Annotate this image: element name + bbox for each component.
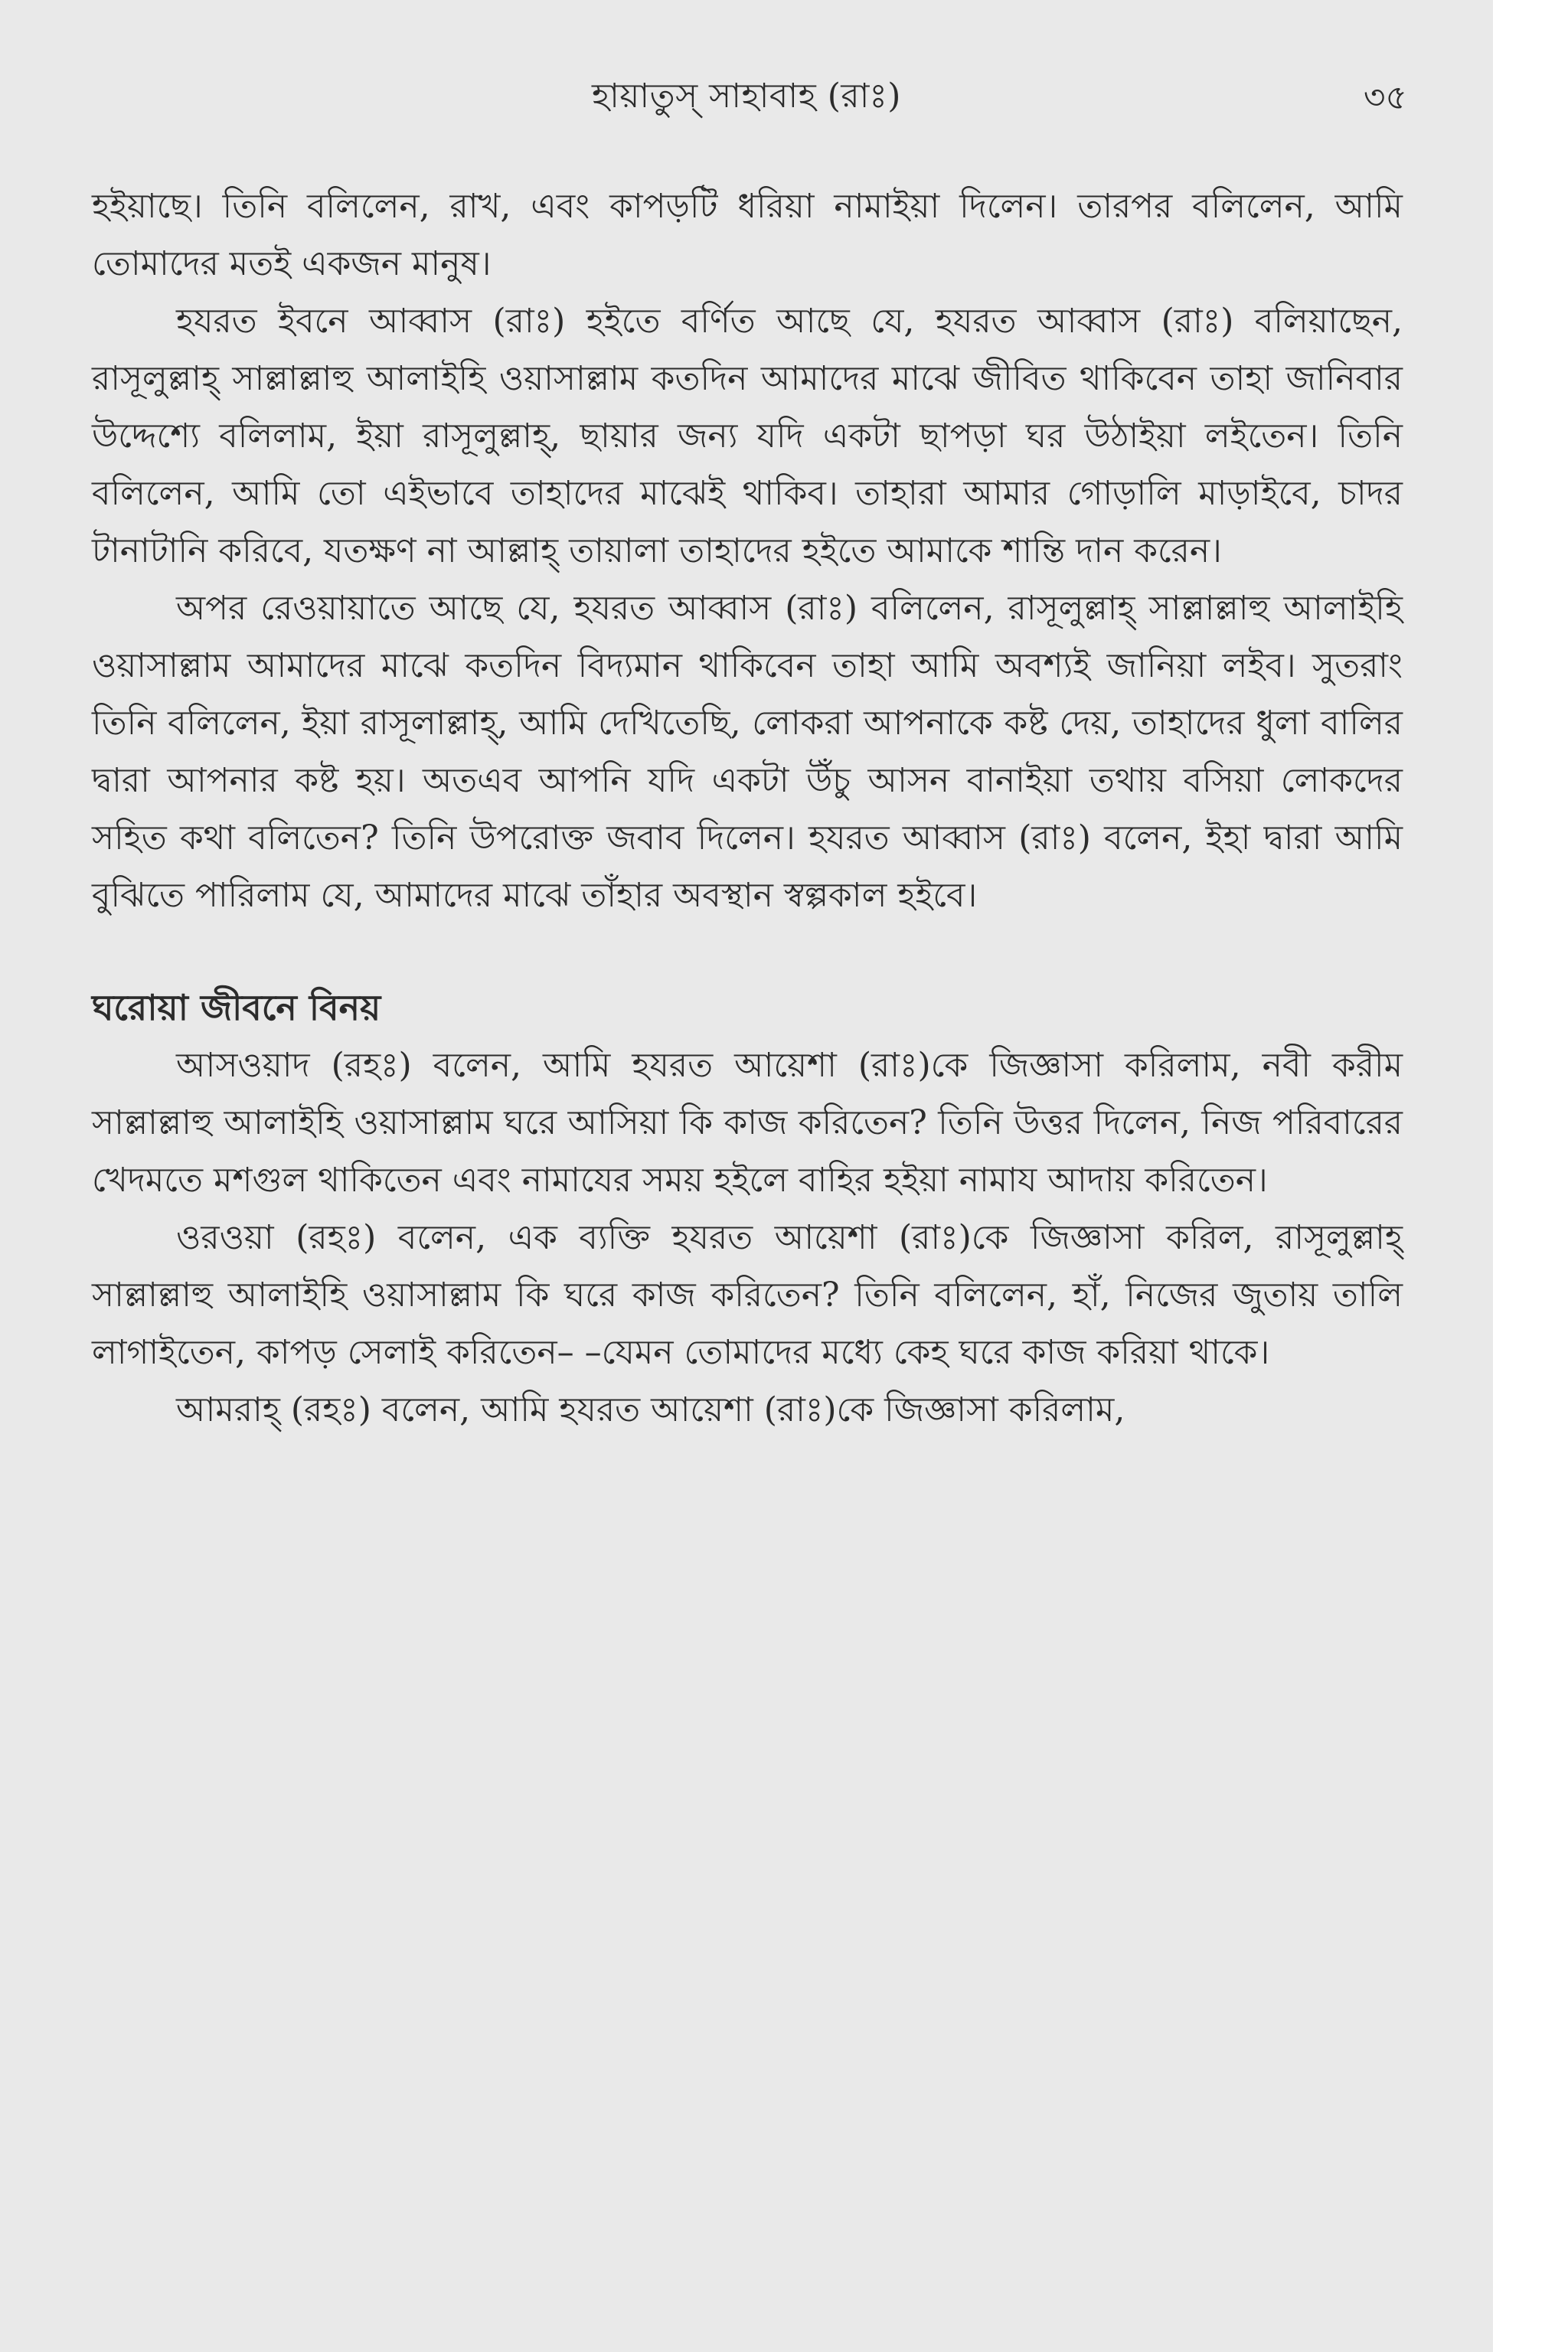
paragraph: আসওয়াদ (রহঃ) বলেন, আমি হযরত আয়েশা (রাঃ)কে জিজ্ঞাসা করিলাম, নবী করীম সাল্লাল্লাহু আলাইহি ওয়াসাল্লাম ঘরে আসিয়া কি কাজ করিতেন? তিনি উত্তর দিলেন, নিজ পরিবারের খেদমতে মশগুল থাকিতেন এবং নামাযের সময় হইলে বাহির হইয়া নামায আদায় করিতেন। <box>92 1046 1403 1200</box>
paragraph-continuation: হইয়াছে। তিনি বলিলেন, রাখ, এবং কাপড়টি ধরিয়া নামাইয়া দিলেন। তারপর বলিলেন, আমি তোমাদের মতই একজন মানুষ। <box>92 187 1403 283</box>
paragraph: হযরত ইবনে আব্বাস (রাঃ) হইতে বর্ণিত আছে যে, হযরত আব্বাস (রাঃ) বলিয়াছেন, রাসূলুল্লাহ্ সাল্লাল্লাহু আলাইহি ওয়াসাল্লাম কতদিন আমাদের মাঝে জীবিত থাকিবেন তাহা জানিবার উদ্দেশ্যে বলিলাম, ইয়া রাসূলুল্লাহ্, ছায়ার জন্য যদি একটা ছাপড়া ঘর উঠাইয়া লইতেন। তিনি বলিলেন, আমি তো এইভাবে তাহাদের মাঝেই থাকিব। তাহারা আমার গোড়ালি মাড়াইবে, চাদর টানাটানি করিবে, যতক্ষণ না আল্লাহ্ তায়ালা তাহাদের হইতে আমাকে শান্তি দান করেন। <box>92 302 1403 570</box>
page-body <box>92 178 1403 1439</box>
paragraph: ওরওয়া (রহঃ) বলেন, এক ব্যক্তি হযরত আয়েশা (রাঃ)কে জিজ্ঞাসা করিল, রাসূলুল্লাহ্ সাল্লাল্লাহু আলাইহি ওয়াসাল্লাম কি ঘরে কাজ করিতেন? তিনি বলিলেন, হাঁ, নিজের জুতায় তালি লাগাইতেন, কাপড় সেলাই করিতেন– –যেমন তোমাদের মধ্যে কেহ ঘরে কাজ করিয়া থাকে। <box>92 1218 1403 1372</box>
section-heading: ঘরোয়া জীবনে বিনয় <box>92 987 381 1028</box>
running-title: হায়াতুস্ সাহাবাহ (রাঃ) <box>592 77 901 116</box>
page-number: ৩৫ <box>1363 78 1407 117</box>
page-margin <box>1493 0 1568 2352</box>
paragraph: অপর রেওয়ায়াতে আছে যে, হযরত আব্বাস (রাঃ) বলিলেন, রাসূলুল্লাহ্ সাল্লাল্লাহু আলাইহি ওয়াসাল্লাম আমাদের মাঝে কতদিন বিদ্যমান থাকিবেন তাহা আমি অবশ্যই জানিয়া লইব। সুতরাং তিনি বলিলেন, ইয়া রাসূলাল্লাহ্, আমি দেখিতেছি, লোকরা আপনাকে কষ্ট দেয়, তাহাদের ধুলা বালির দ্বারা আপনার কষ্ট হয়। অতএব আপনি যদি একটা উঁচু আসন বানাইয়া তথায় বসিয়া লোকদের সহিত কথা বলিতেন? তিনি উপরোক্ত জবাব দিলেন। হযরত আব্বাস (রাঃ) বলেন, ইহা দ্বারা আমি বুঝিতে পারিলাম যে, আমাদের মাঝে তাঁহার অবস্থান স্বল্পকাল হইবে। <box>92 589 1403 915</box>
paragraph: আমরাহ্ (রহঃ) বলেন, আমি হযরত আয়েশা (রাঃ)কে জিজ্ঞাসা করিলাম, <box>176 1390 1125 1429</box>
page-header <box>0 67 1493 129</box>
